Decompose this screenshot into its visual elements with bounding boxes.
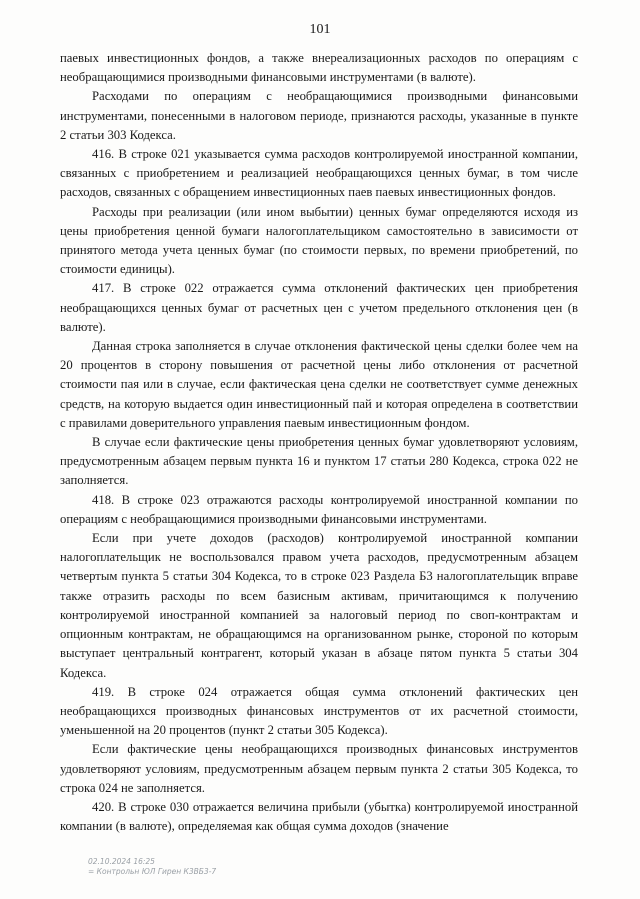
paragraph-10: 419. В строке 024 отражается общая сумма отклонений фактических цен необращающихся производных финансовых инструментов от их расчетной стоимости, уменьшенной на 20 процентов (пункт 2 статьи 305 Кодекса). — [60, 684, 578, 738]
paragraph-11: Если фактические цены необращающихся производных финансовых инструментов удовлетворяют условиям, предусмотренным абзацем первым пункта 2 статьи 305 Кодекса, то строка 024 не заполняется. — [60, 742, 578, 795]
paragraph-4: Расходы при реализации (или ином выбытии) ценных бумаг определяются исходя из цены приобретения ценной бумаги налогоплательщиком самостоятельно в зависимости от принятого метода учета ценных бумаг (по стоимости первых, по времени приобретений, по стоимости единицы). — [60, 204, 578, 277]
paragraph-2: Расходами по операциям с необращающимися производными финансовыми инструментами, понесенными в налоговом периоде, признаются расходы, указанные в пункте 2 статьи 303 Кодекса. — [60, 89, 578, 142]
paragraph-7: В случае если фактические цены приобретения ценных бумаг удовлетворяют условиям, предусмотренным абзацем первым пункта 16 и пунктом 17 статьи 280 Кодекса, строка 022 не заполняется. — [60, 435, 578, 488]
footer-stamp-id: = Контрольн ЮЛ Гирен К3ВБ3-7 — [88, 867, 217, 876]
page-number: 101 — [309, 22, 331, 37]
paragraph-12: 420. В строке 030 отражается величина прибыли (убытка) контролируемой иностранной компании (в валюте), определяемая как общая сумма доходов (значение — [60, 799, 578, 834]
footer-stamp — [88, 857, 216, 877]
paragraph-6: Данная строка заполняется в случае отклонения фактической цены сделки более чем на 20 процентов в сторону повышения от расчетной цены либо отклонения от расчетной стоимости пая или в случае, если фактическая цена сделки не соответствует сумме денежных средств, на которую выдается один инвестиционный пай и которая определена в соответствии с правилами доверительного управления паевым инвестиционным фондом. — [60, 339, 578, 430]
footer-stamp-date: 02.10.2024 16:25 — [88, 857, 155, 866]
paragraph-3: 416. В строке 021 указывается сумма расходов контролируемой иностранной компании, связанных с приобретением и реализацией необращающихся ценных бумаг, в том числе расходов, связанных с обращением инвестиционных паев паевых инвестиционных фондов. — [60, 147, 578, 200]
document-body — [60, 49, 578, 836]
paragraph-9: Если при учете доходов (расходов) контролируемой иностранной компании налогоплательщик не воспользовался правом учета расходов, предусмотренным абзацем четвертым пункта 5 статьи 304 Кодекса, то в строке 023 Раздела Б3 налогоплательщик вправе также отразить расходы по всем базисным активам, причитающимся к получению контролируемой иностранной компанией за налоговый период по своп-контрактам и опционным контрактам, не обращающимся на организованном рынке, стороной по которым выступает центральный контрагент, который указан в абзаце пятом пункта 5 статьи 304 Кодекса. — [60, 531, 578, 680]
paragraph-1: паевых инвестиционных фондов, а также внереализационных расходов по операциям с необращающимися производными финансовыми инструментами (в валюте). — [60, 51, 578, 85]
paragraph-8: 418. В строке 023 отражаются расходы контролируемой иностранной компании по операциям с необращающимися производными финансовыми инструментами. — [60, 492, 578, 526]
paragraph-5: 417. В строке 022 отражается сумма отклонений фактических цен приобретения необращающихся ценных бумаг от расчетных цен с учетом предельного отклонения цен (в валюте). — [60, 281, 578, 334]
